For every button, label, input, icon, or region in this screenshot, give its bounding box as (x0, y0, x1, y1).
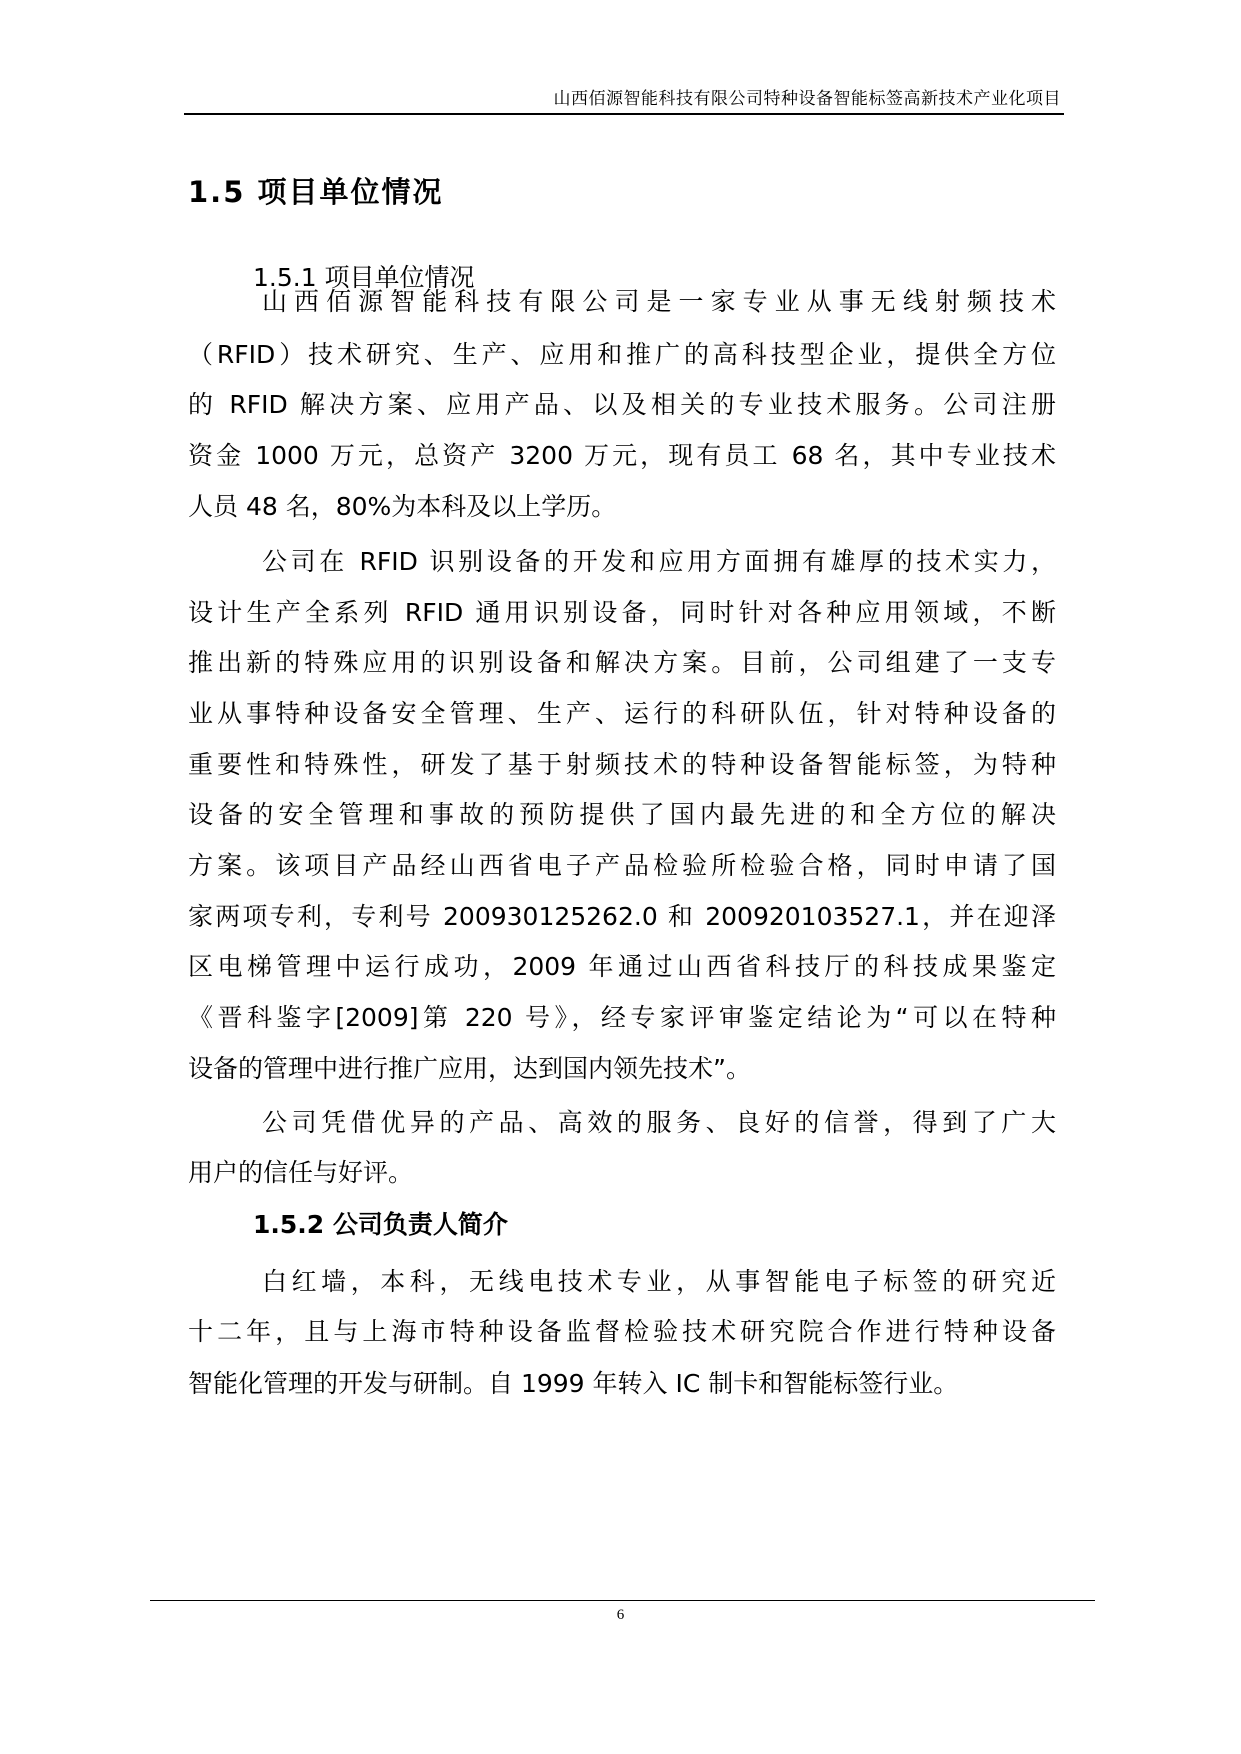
running-header: 山西佰源智能科技有限公司特种设备智能标签高新技术产业化项目 (553, 89, 1061, 109)
subsection-heading-1: 1.5.1 项目单位情况 (253, 263, 475, 292)
footer-rule (150, 1600, 1095, 1601)
paragraph-line: 设备的安全管理和事故的预防提供了国内最先进的和全方位的解决 (188, 800, 1056, 829)
header-rule (184, 113, 1064, 115)
paragraph-line: 公司凭借优异的产品、高效的服务、良好的信誉，得到了广大 (262, 1108, 1056, 1137)
paragraph-line: 用户的信任与好评。 (188, 1158, 414, 1187)
paragraph-line: 设备的管理中进行推广应用，达到国内领先技术”。 (188, 1054, 751, 1083)
paragraph-line: 资金 1000 万元，总资产 3200 万元，现有员工 68 名，其中专业技术 (188, 441, 1056, 470)
section-heading: 1.5 项目单位情况 (188, 175, 444, 209)
paragraph-line: 的 RFID 解决方案、应用产品、以及相关的专业技术服务。公司注册 (188, 390, 1056, 419)
paragraph-line: 区电梯管理中运行成功，2009 年通过山西省科技厅的科技成果鉴定 (188, 952, 1056, 981)
paragraph-line: 山西佰源智能科技有限公司是一家专业从事无线射频技术 (262, 287, 1056, 316)
paragraph-line: 人员 48 名，80%为本科及以上学历。 (188, 492, 617, 521)
subsection-heading-2: 1.5.2 公司负责人简介 (253, 1210, 508, 1239)
paragraph-line: 重要性和特殊性，研发了基于射频技术的特种设备智能标签，为特种 (188, 750, 1056, 779)
paragraph-line: 智能化管理的开发与研制。自 1999 年转入 IC 制卡和智能标签行业。 (188, 1369, 959, 1398)
paragraph-line: 《晋科鉴字[2009]第 220 号》，经专家评审鉴定结论为“可以在特种 (188, 1003, 1056, 1032)
paragraph-line: 推出新的特殊应用的识别设备和解决方案。目前，公司组建了一支专 (188, 648, 1056, 677)
paragraph-line: 公司在 RFID 识别设备的开发和应用方面拥有雄厚的技术实力， (262, 547, 1056, 576)
paragraph-line: 十二年，且与上海市特种设备监督检验技术研究院合作进行特种设备 (188, 1317, 1056, 1346)
paragraph-line: 方案。该项目产品经山西省电子产品检验所检验合格，同时申请了国 (188, 851, 1056, 880)
paragraph-line: 设计生产全系列 RFID 通用识别设备，同时针对各种应用领域，不断 (188, 598, 1056, 627)
paragraph-line: 业从事特种设备安全管理、生产、运行的科研队伍，针对特种设备的 (188, 699, 1056, 728)
page-number: 6 (616, 1607, 625, 1623)
paragraph-line: （RFID）技术研究、生产、应用和推广的高科技型企业，提供全方位 (188, 340, 1056, 369)
paragraph-line: 白红墙，本科，无线电技术专业，从事智能电子标签的研究近 (262, 1267, 1056, 1296)
paragraph-line: 家两项专利，专利号 200930125262.0 和 200920103527.1，并在迎泽 (188, 902, 1056, 931)
